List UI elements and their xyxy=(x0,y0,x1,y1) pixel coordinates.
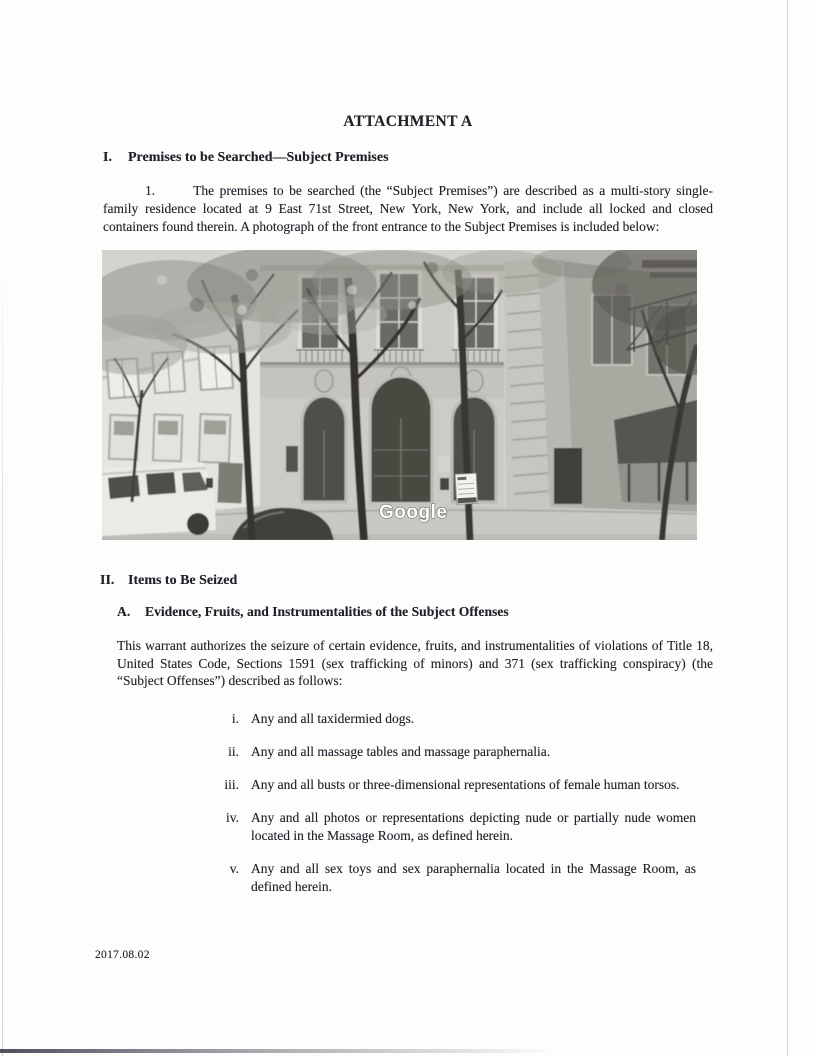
list-item xyxy=(103,860,713,896)
item-text: Any and all taxidermied dogs. xyxy=(251,710,415,726)
section-premises-heading-text: Premises to be Searched—Subject Premises xyxy=(128,150,389,165)
item-numeral: i. xyxy=(231,710,239,726)
document-title: ATTACHMENT A xyxy=(343,113,473,130)
item-numeral: ii. xyxy=(228,743,239,759)
scan-edge-line-right xyxy=(787,0,788,1056)
section-items-heading-text: Items to Be Seized xyxy=(128,573,238,588)
google-watermark: Google xyxy=(379,502,448,523)
street-view-photo xyxy=(102,250,697,540)
footer-date: 2017.08.02 xyxy=(95,949,150,961)
list-item xyxy=(103,743,713,761)
document-content xyxy=(100,0,713,911)
item-numeral: iii. xyxy=(224,776,239,792)
list-item xyxy=(103,809,713,845)
subsection-a-heading xyxy=(117,604,713,620)
warrant-intro-paragraph: This warrant authorizes the seizure of certain evidence, fruits, and instrumentalities of violations of Title 18, United States Code, Sections 1591 (sex trafficking of minors) and 371 (sex trafficking conspiracy) (the “Subject Offenses”) described as follows: xyxy=(117,638,713,688)
subsection-a xyxy=(117,604,713,690)
subsection-a-heading-text: Evidence, Fruits, and Instrumentalities of the Subject Offenses xyxy=(145,604,509,619)
premises-paragraph xyxy=(103,182,713,236)
street-view-photo-drawing xyxy=(102,250,697,540)
section-premises-numeral: I. xyxy=(103,150,112,165)
photo-tone-overlay xyxy=(102,250,697,540)
list-item xyxy=(103,776,713,794)
section-items-numeral: II. xyxy=(100,573,115,588)
section-premises-heading xyxy=(103,150,713,166)
item-text: Any and all busts or three-dimensional representations of female human torsos. xyxy=(251,776,680,792)
item-text: Any and all massage tables and massage paraphernalia. xyxy=(251,743,551,759)
posted-sign xyxy=(455,473,478,504)
scan-edge-line-left xyxy=(2,240,3,1056)
item-text: Any and all sex toys and sex paraphernalia located in the Massage Room, as defined herein. xyxy=(251,860,696,894)
item-numeral: v. xyxy=(229,860,239,876)
list-item xyxy=(103,710,713,728)
item-numeral: iv. xyxy=(226,809,239,825)
item-text: Any and all photos or representations depicting nude or partially nude women located in the Massage Room, as defined herein. xyxy=(251,809,696,843)
scan-artifact-bar xyxy=(0,1049,558,1053)
section-items-heading xyxy=(100,573,713,589)
seized-items-list xyxy=(103,710,713,896)
subsection-a-numeral: A. xyxy=(117,604,131,619)
premises-paragraph-text: The premises to be searched (the “Subject Premises”) are described as a multi-story single-family residence located at 9 East 71st Street, New York, New York, and include all locked and closed containers found therein. A photograph of the front entrance to the Subject Premises is included below: xyxy=(103,183,713,234)
paragraph-number: 1. xyxy=(145,183,156,198)
